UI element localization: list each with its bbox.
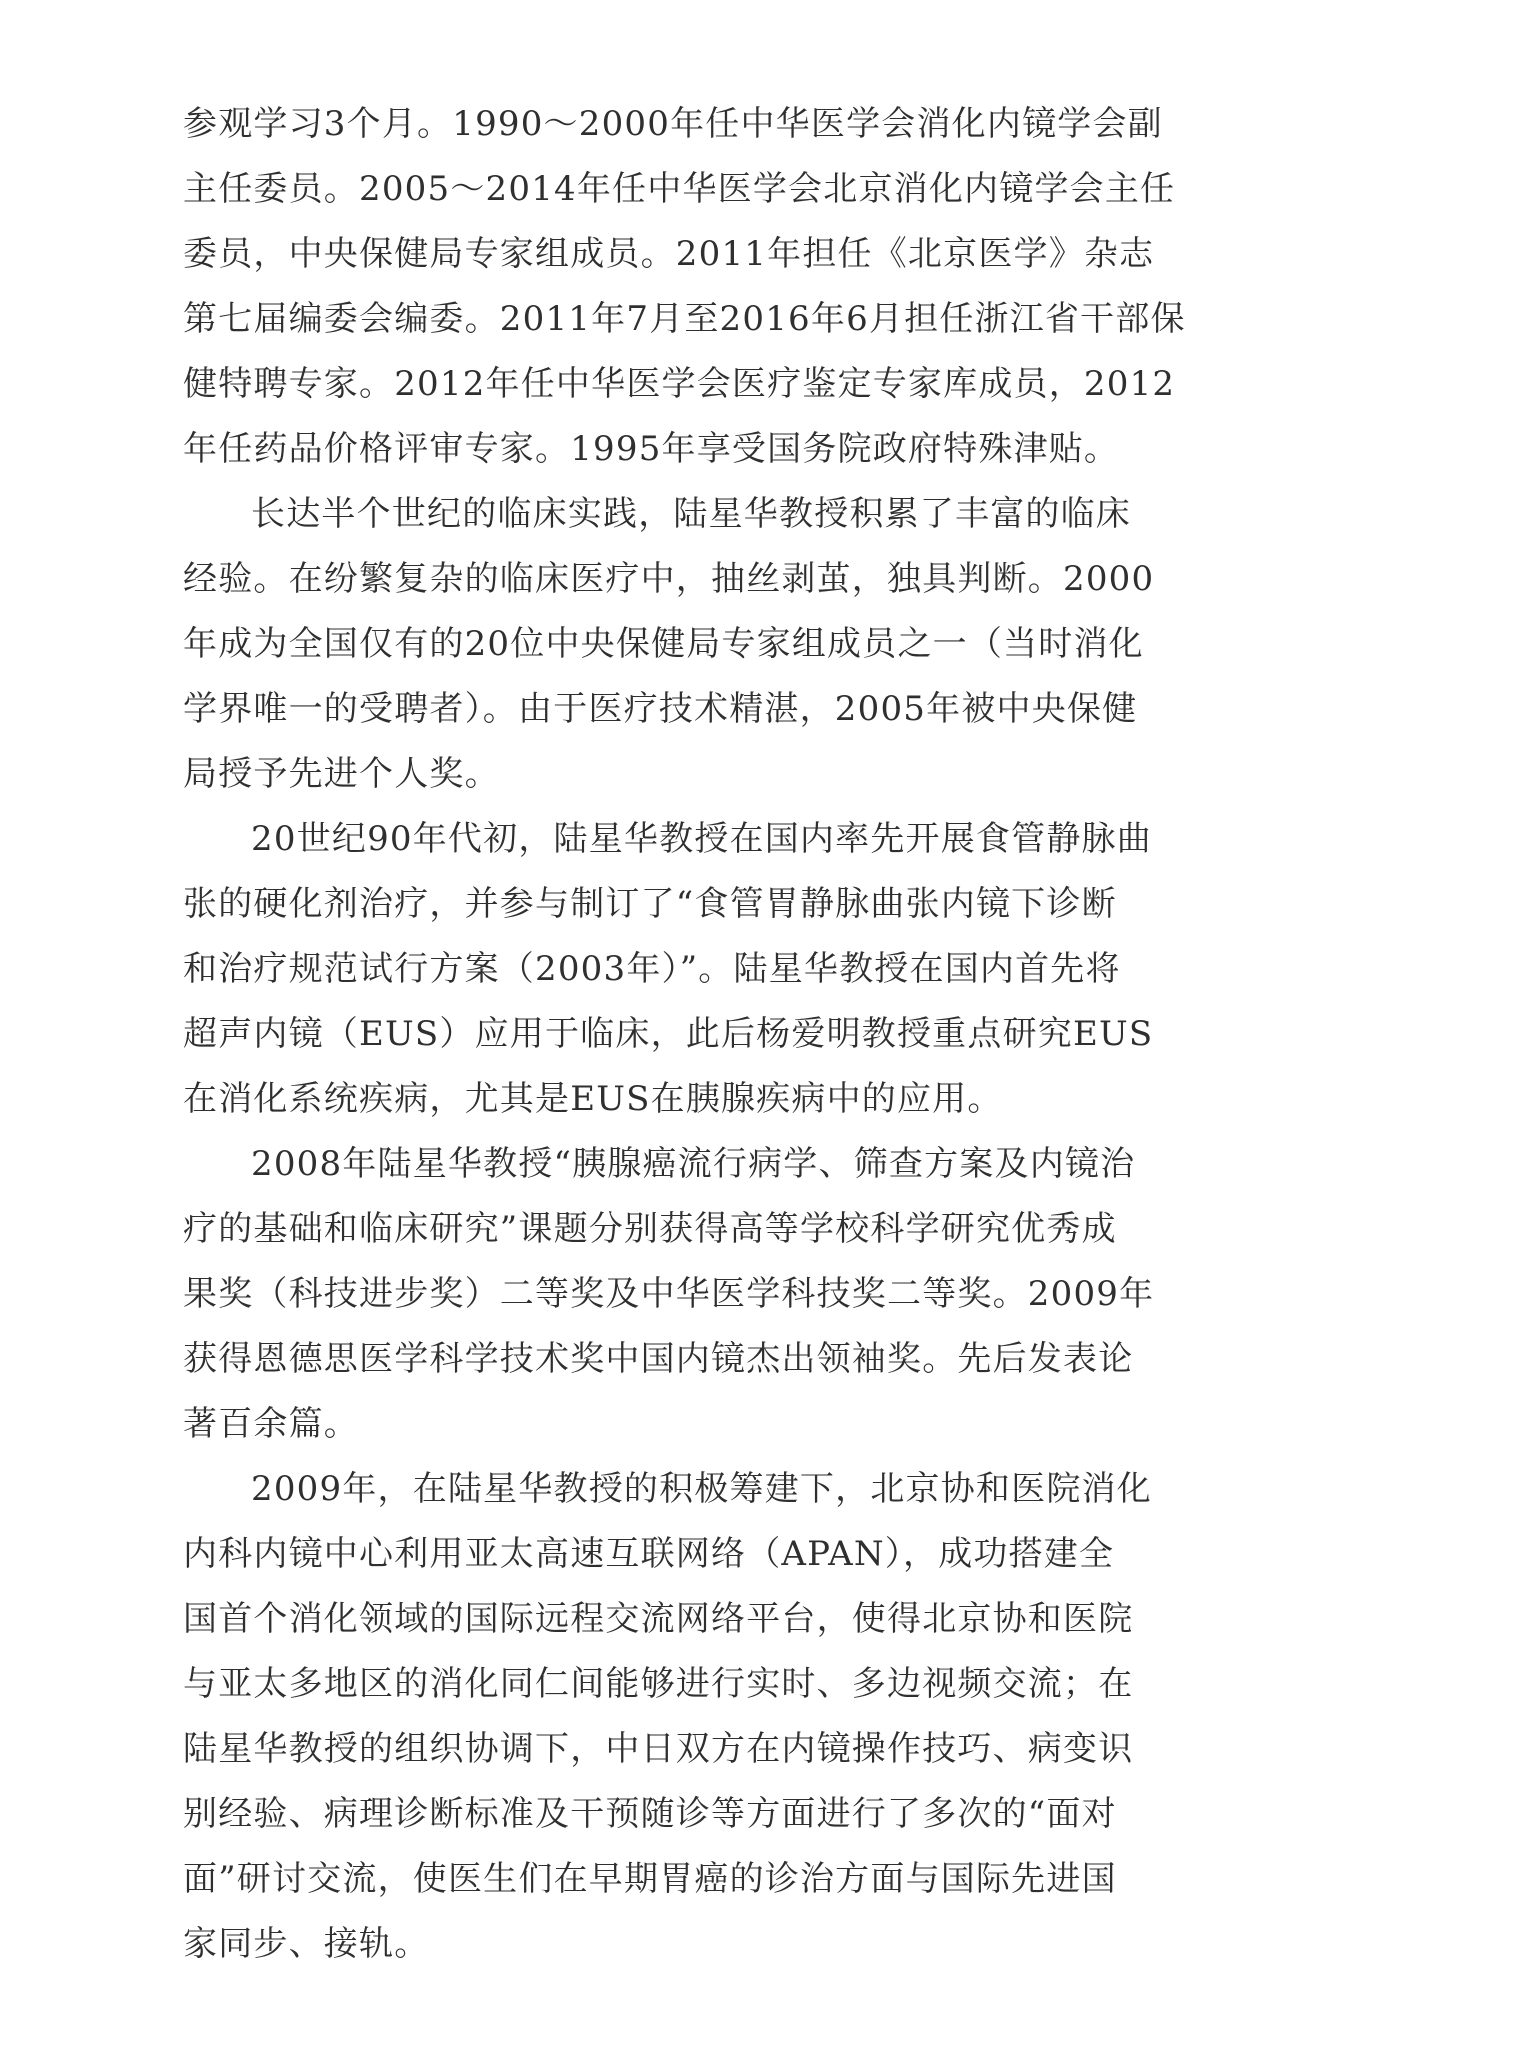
text-line: 获得恩德思医学科学技术奖中国内镜杰出领袖奖。先后发表论 (183, 1339, 1134, 1379)
text-line: 学界唯一的受聘者）。由于医疗技术精湛，2005年被中央保健 (183, 689, 1138, 729)
text-line: 与亚太多地区的消化同仁间能够进行实时、多边视频交流；在 (183, 1664, 1134, 1704)
text-line: 经验。在纷繁复杂的临床医疗中，抽丝剥茧，独具判断。2000 (183, 559, 1155, 599)
text-line: 第七届编委会编委。2011年7月至2016年6月担任浙江省干部保 (183, 299, 1186, 339)
paragraph-start-line: 长达半个世纪的临床实践，陆星华教授积累了丰富的临床 (251, 494, 1131, 534)
text-line: 著百余篇。 (183, 1404, 359, 1444)
text-line: 在消化系统疾病，尤其是EUS在胰腺疾病中的应用。 (183, 1079, 1003, 1119)
text-line: 疗的基础和临床研究”课题分别获得高等学校科学研究优秀成 (183, 1209, 1117, 1249)
text-line: 国首个消化领域的国际远程交流网络平台，使得北京协和医院 (183, 1599, 1134, 1639)
text-line: 张的硬化剂治疗，并参与制订了“食管胃静脉曲张内镜下诊断 (183, 884, 1117, 924)
text-line: 参观学习3个月。1990～2000年任中华医学会消化内镜学会副 (183, 104, 1163, 144)
text-line: 别经验、病理诊断标准及干预随诊等方面进行了多次的“面对 (183, 1794, 1117, 1834)
text-line: 年成为全国仅有的20位中央保健局专家组成员之一（当时消化 (183, 624, 1144, 664)
text-line: 主任委员。2005～2014年任中华医学会北京消化内镜学会主任 (183, 169, 1176, 209)
text-line: 果奖（科技进步奖）二等奖及中华医学科技奖二等奖。2009年 (183, 1274, 1155, 1314)
paragraph-start-line: 2008年陆星华教授“胰腺癌流行病学、筛查方案及内镜治 (251, 1144, 1136, 1184)
text-line: 超声内镜（EUS）应用于临床，此后杨爱明教授重点研究EUS (183, 1014, 1154, 1054)
text-line: 委员，中央保健局专家组成员。2011年担任《北京医学》杂志 (183, 234, 1155, 274)
body-text (183, 92, 1186, 1977)
text-line: 局授予先进个人奖。 (183, 754, 500, 794)
text-line: 家同步、接轨。 (183, 1924, 430, 1964)
text-line: 面”研讨交流，使医生们在早期胃癌的诊治方面与国际先进国 (183, 1859, 1117, 1899)
paragraph-start-line: 20世纪90年代初，陆星华教授在国内率先开展食管静脉曲 (251, 819, 1152, 859)
text-line: 陆星华教授的组织协调下，中日双方在内镜操作技巧、病变识 (183, 1729, 1134, 1769)
text-line: 和治疗规范试行方案（2003年）”。陆星华教授在国内首先将 (183, 949, 1121, 989)
text-line: 年任药品价格评审专家。1995年享受国务院政府特殊津贴。 (183, 429, 1120, 469)
text-line: 健特聘专家。2012年任中华医学会医疗鉴定专家库成员，2012 (183, 364, 1176, 404)
paragraph-start-line: 2009年，在陆星华教授的积极筹建下，北京协和医院消化 (251, 1469, 1152, 1509)
text-line: 内科内镜中心利用亚太高速互联网络（APAN），成功搭建全 (183, 1534, 1115, 1574)
